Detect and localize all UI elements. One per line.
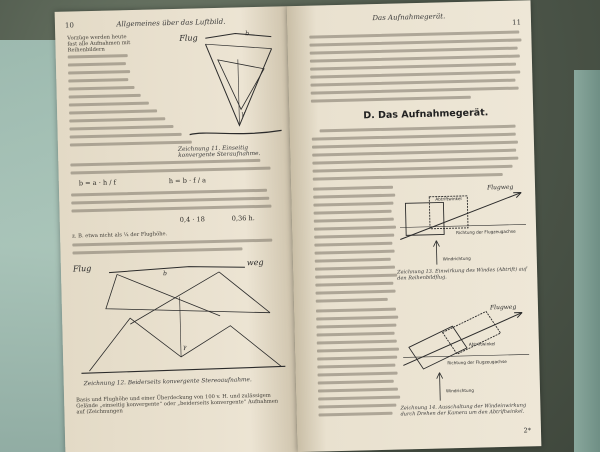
text-line	[320, 125, 516, 133]
text-line	[317, 340, 397, 345]
fig13-label-abtrift: Abtriftwinkel	[435, 195, 462, 202]
text-line	[315, 274, 397, 279]
left-text-start: Vorzüge werden heute fast alle Aufnahmen mit Reihenbildern	[67, 34, 131, 54]
text-line	[309, 31, 519, 39]
text-line	[317, 356, 397, 361]
text-line	[68, 54, 128, 58]
text-line	[314, 242, 392, 247]
fig14-label-wind: Windrichtung	[445, 387, 475, 394]
text-line	[69, 125, 173, 131]
text-line	[316, 298, 388, 303]
left-running-title: Allgemeines über das Luftbild.	[116, 17, 226, 29]
text-line	[315, 250, 395, 255]
text-line	[315, 282, 393, 287]
left-page	[55, 6, 298, 452]
text-line	[312, 157, 518, 165]
text-line	[316, 324, 396, 329]
text-line	[68, 78, 128, 82]
text-line	[314, 226, 396, 231]
text-line	[68, 62, 126, 66]
text-line	[310, 63, 516, 71]
text-line	[314, 210, 392, 215]
text-line	[69, 94, 141, 99]
text-line	[71, 205, 271, 213]
text-line	[69, 109, 157, 114]
book-cover-edge	[574, 70, 600, 452]
text-line	[314, 218, 394, 223]
left-page-number: 10	[64, 21, 74, 30]
text-line	[318, 404, 396, 409]
fig12-label-gamma: γ	[182, 343, 187, 351]
text-line	[69, 117, 165, 122]
text-line	[71, 189, 267, 197]
fig14-label-abtrift: Abtriftwinkel	[468, 341, 496, 347]
text-line	[318, 396, 400, 401]
text-line	[310, 55, 520, 63]
text-line	[312, 141, 518, 149]
text-line	[316, 308, 396, 313]
formula-1: b = a · h / f	[78, 178, 117, 188]
figure-13	[395, 178, 533, 267]
text-line	[70, 133, 182, 139]
text-line	[318, 372, 398, 377]
text-line	[318, 388, 398, 393]
section-heading: D. Das Aufnahmegerät.	[363, 107, 489, 122]
formula-2: h = b · f / a	[168, 176, 207, 186]
text-line	[317, 348, 399, 353]
text-line	[71, 197, 269, 205]
fig14-caption: Zeichnung 14. Ausschaltung der Windeinwirkung durch Drehen der Kamera um den Abtriftwinkel.	[400, 402, 527, 418]
text-line	[317, 364, 395, 369]
formula-result: 0,36 h.	[231, 214, 255, 223]
right-page-number: 11	[512, 18, 522, 27]
text-line	[313, 194, 395, 199]
text-line	[72, 247, 242, 254]
text-line	[310, 79, 515, 87]
text-line	[313, 186, 393, 191]
text-line	[316, 316, 398, 321]
fig11-caption: Zeichnung 11. Einseitig konvergente Steraufnahme.	[177, 145, 261, 159]
text-line	[317, 332, 395, 337]
figure-12	[69, 254, 292, 377]
text-line	[315, 266, 395, 271]
text-line	[69, 102, 149, 107]
fig13-caption: Zeichnung 13. Einwirkung des Windes (Abtrift) auf den Reihenbildflug.	[397, 266, 527, 282]
text-line	[71, 167, 271, 175]
fig13-label-wind: Windrichtung	[442, 255, 471, 262]
text-line	[309, 38, 521, 46]
fig11-label-gamma: γ	[241, 110, 245, 118]
text-line	[314, 234, 394, 239]
figure-14	[398, 300, 536, 403]
right-page	[287, 0, 542, 452]
fig13-label-flugweg: Flugweg	[486, 183, 514, 192]
text-line	[318, 380, 394, 385]
text-line	[315, 258, 391, 263]
text-line	[310, 71, 520, 79]
fig14-label-flugweg: Flugweg	[489, 303, 517, 312]
left-footer-text: Basis und Flughöhe und einer Überdeckung von 100 v. H. und zulässigem Gelände „einseitig konvergente“ oder „beiderseits konvergente“ Aufnahmen auf (Zeichnungen	[76, 392, 279, 416]
text-line	[70, 159, 260, 167]
fig14-label-richtung: Richtung der Flugzeugachse	[447, 358, 507, 366]
formula-value: 0,4 · 18	[179, 215, 206, 224]
fig11-label-b: b	[245, 30, 250, 38]
right-footer-mark: 2*	[523, 426, 532, 435]
left-note: z. B. etwa nicht als ¼ der Flughöhe.	[72, 231, 168, 240]
text-line	[312, 149, 516, 157]
text-line	[310, 47, 518, 55]
figure-11	[175, 28, 286, 149]
text-line	[72, 239, 272, 247]
text-line	[68, 86, 134, 91]
text-line	[316, 290, 396, 295]
right-running-head	[297, 10, 522, 27]
right-running-title: Das Aufnahmegerät.	[372, 12, 446, 23]
text-line	[311, 87, 519, 95]
fig12-label-flight: Flug	[72, 264, 92, 274]
text-line	[68, 70, 130, 75]
text-line	[70, 141, 192, 147]
text-line	[319, 412, 393, 417]
open-book	[55, 0, 542, 452]
text-line	[313, 165, 513, 173]
text-line	[313, 202, 393, 207]
fig11-label-flight: Flug	[179, 33, 198, 43]
fig12-label-b: b	[162, 270, 167, 278]
fig12-caption: Zeichnung 12. Beiderseits konvergente Stereoaufnahme.	[83, 377, 252, 388]
text-line	[312, 133, 516, 141]
fig12-label-weg: weg	[246, 257, 264, 268]
fig13-label-richtung: Richtung der Flugzeugachse	[456, 228, 516, 236]
text-line	[311, 96, 471, 103]
left-running-head	[65, 16, 277, 29]
